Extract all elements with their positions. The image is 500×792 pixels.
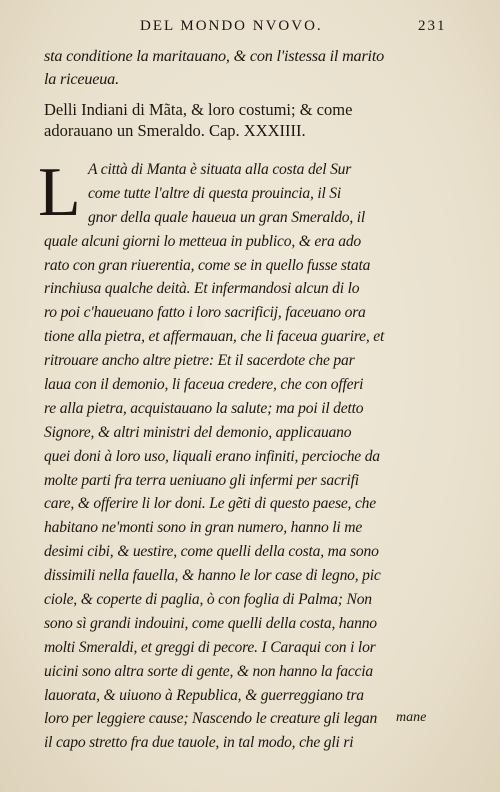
text-line: il capo stretto fra due tauole, in tal modo, che gli ri — [44, 734, 354, 752]
text-line: laua con il demonio, li faceua credere, che con offeri — [44, 376, 364, 394]
text-line: rinchiusa qualche deità. Et infermandosi alcun di lo — [44, 280, 360, 298]
chapter-title-line: Delli Indiani di Mãta, & loro costumi; & come — [44, 100, 353, 119]
chapter-body — [44, 158, 484, 755]
text-line: la riceueua. — [44, 70, 119, 88]
text-line: molte parti fra terra ueniuano gli infermi per sacrifi — [44, 471, 359, 489]
text-line: quale alcuni giorni lo metteua in publico, & era ado — [44, 232, 362, 250]
text-line: ro poi c'haueuano fatto i loro sacrificij, faceuano ora — [44, 304, 366, 322]
text-line: sta conditione la maritauano, & con l'istessa il marito — [44, 47, 385, 65]
page-header — [0, 18, 500, 42]
chapter-title-line: adorauano un Smeraldo. Cap. XXXIIII. — [44, 121, 306, 140]
text-line: desimi cibi, & uestire, come quelli della costa, ma sono — [44, 543, 379, 561]
chapter-title — [44, 99, 484, 141]
text-line: A città di Manta è situata alla costa del Sur — [88, 161, 352, 178]
text-line: lauorata, & uiuono à Republica, & guerreggiano tra — [44, 686, 364, 704]
text-line: Signore, & altri ministri del demonio, applicauano — [44, 423, 352, 441]
page-number: 231 — [418, 18, 447, 34]
text-line: rato con gran riuerentia, come se in quello fusse stata — [44, 256, 371, 274]
running-head: DEL MONDO NVOVO. — [140, 18, 323, 34]
catchword: mane — [396, 710, 427, 725]
text-line: dissimili nella fauella, & hanno le lor case di legno, pic — [44, 567, 381, 585]
drop-cap: L — [38, 154, 81, 231]
continuation-paragraph — [44, 45, 464, 91]
text-line: gnor della quale haueua un gran Smeraldo, il — [88, 208, 366, 226]
text-line: come tutte l'altre di questa prouincia, il Si — [88, 184, 342, 202]
text-line: ritrouare ancho altre pietre: Et il sacerdote che par — [44, 352, 355, 370]
text-line: tione alla pietra, et affermauan, che li faceua guarire, et — [44, 328, 385, 346]
text-line: uicini sono altra sorte di gente, & non hanno la faccia — [44, 662, 374, 680]
text-line: ciole, & coperte di paglia, ò con foglia di Palma; Non — [44, 591, 372, 609]
text-line: habitano ne'monti sono in gran numero, hanno li me — [44, 519, 363, 537]
text-line: quei doni à loro uso, liquali erano infiniti, percioche da — [44, 447, 380, 465]
text-line: care, & offerire li lor doni. Le gẽti di questo paese, che — [44, 495, 376, 513]
text-line: loro per leggiere cause; Nascendo le creature gli legan — [44, 710, 378, 728]
text-line: sono sì grandi indouini, come quelli della costa, hanno — [44, 614, 377, 632]
text-line: molti Smeraldi, et greggi di pecore. I Caraqui con i lor — [44, 638, 376, 656]
text-line: re alla pietra, acquistauano la salute; ma poi il detto — [44, 399, 364, 417]
